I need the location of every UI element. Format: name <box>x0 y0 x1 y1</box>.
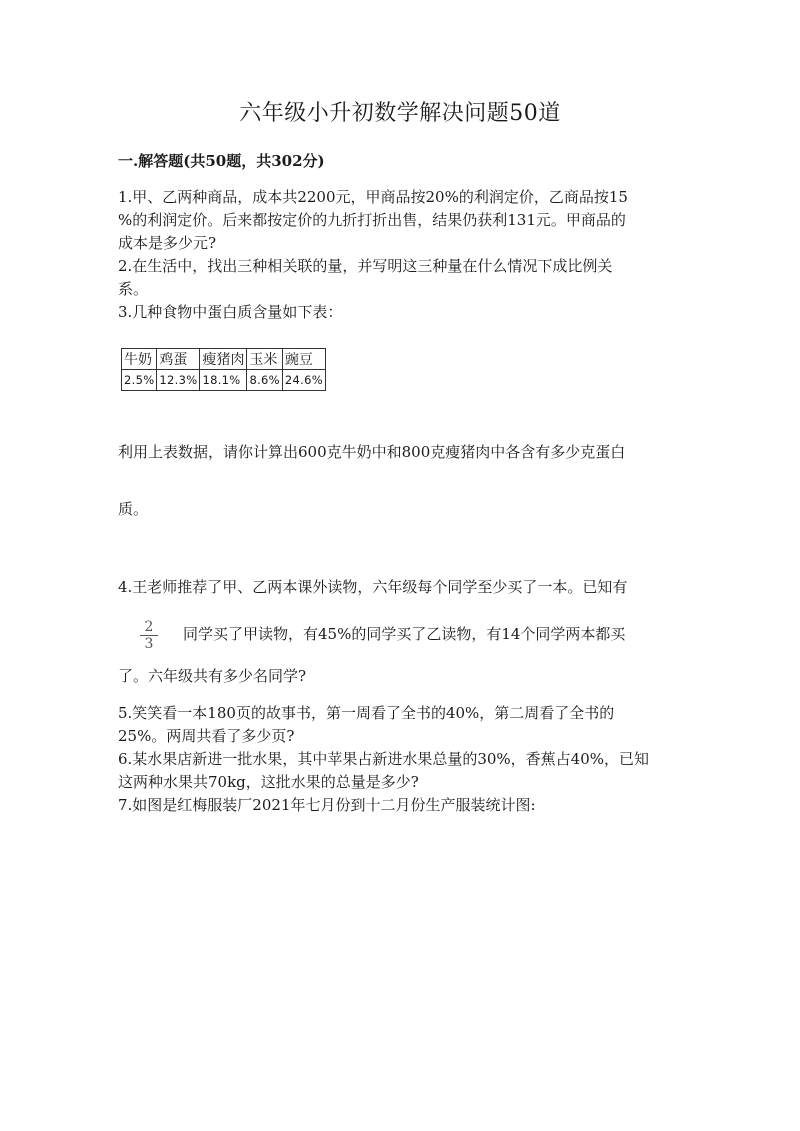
question-4-line-1: 4.王老师推荐了甲、乙两本课外读物，六年级每个同学至少买了一本。已知有 <box>118 578 628 596</box>
protein-table-cell: 18.1% <box>200 370 247 391</box>
question-6-line-2: 这两种水果共70kg，这批水果的总量是多少? <box>118 773 419 791</box>
question-5 <box>118 702 688 748</box>
protein-table-header: 瘦猪肉 <box>200 349 247 370</box>
question-1 <box>118 186 688 255</box>
question-4-line-3: 了。六年级共有多少名同学? <box>118 667 307 685</box>
fraction-denominator: 3 <box>144 636 154 652</box>
question-6 <box>118 748 688 794</box>
protein-table-value-row <box>122 370 326 391</box>
protein-table-header: 豌豆 <box>282 349 325 370</box>
protein-table-cell: 8.6% <box>247 370 282 391</box>
question-1-line-2: %的利润定价。后来都按定价的九折打折出售，结果仍获利131元。甲商品的 <box>118 211 626 229</box>
section-heading: 一.解答题(共50题，共302分) <box>118 152 325 170</box>
question-3-text: 利用上表数据，请你计算出600克牛奶中和800克瘦猪肉中各含有多少克蛋白 <box>118 443 626 461</box>
question-5-line-1: 5.笑笑看一本180页的故事书，第一周看了全书的40%，第二周看了全书的 <box>118 704 615 722</box>
question-7-line-1: 7.如图是红梅服装厂2021年七月份到十二月份生产服装统计图: <box>118 796 536 814</box>
question-3-intro: 3.几种食物中蛋白质含量如下表： <box>118 303 343 321</box>
protein-table-header: 牛奶 <box>122 349 157 370</box>
fraction-numerator: 2 <box>144 619 154 635</box>
protein-table-header: 玉米 <box>247 349 282 370</box>
question-1-line-1: 1.甲、乙两种商品，成本共2200元，甲商品按20%的利润定价，乙商品按15 <box>118 188 628 206</box>
question-2 <box>118 255 688 301</box>
protein-table-header-row <box>122 349 326 370</box>
question-2-line-2: 系。 <box>118 280 149 298</box>
question-6-line-1: 6.某水果店新进一批水果，其中苹果占新进水果总量的30%，香蕉占40%，已知 <box>118 750 649 768</box>
protein-table <box>121 348 326 391</box>
protein-table-cell: 2.5% <box>122 370 157 391</box>
protein-table-cell: 24.6% <box>282 370 325 391</box>
question-7 <box>118 794 688 817</box>
protein-table-cell: 12.3% <box>157 370 200 391</box>
question-1-line-3: 成本是多少元? <box>118 234 217 252</box>
protein-table-header: 鸡蛋 <box>157 349 200 370</box>
question-3-text-end: 质。 <box>118 500 149 518</box>
fraction-two-thirds <box>140 620 158 651</box>
question-2-line-1: 2.在生活中，找出三种相关联的量，并写明这三种量在什么情况下成比例关 <box>118 257 613 275</box>
question-5-line-2: 25%。两周共看了多少页? <box>118 727 295 745</box>
page-title: 六年级小升初数学解决问题50道 <box>239 101 561 126</box>
question-4-line-2: 同学买了甲读物，有45%的同学买了乙读物，有14个同学两本都买 <box>183 625 626 643</box>
